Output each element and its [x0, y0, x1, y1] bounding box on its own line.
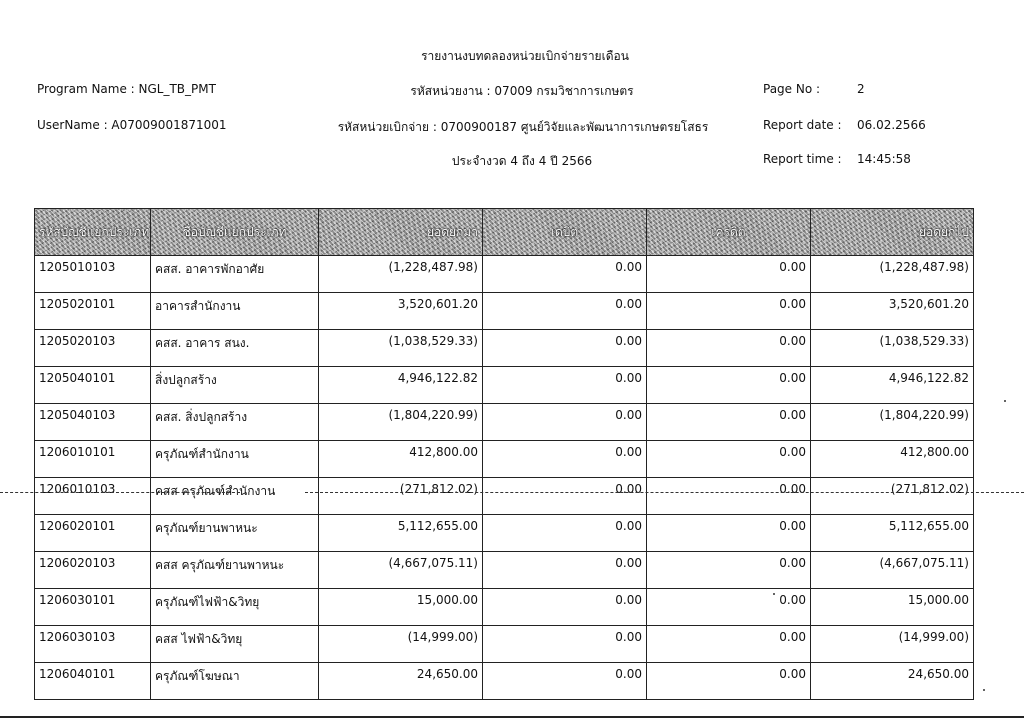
table-row — [35, 626, 974, 663]
cell-debit: 0.00 — [483, 552, 647, 589]
col-header-account-code: รหัสบัญชีแยกประเภท — [35, 209, 151, 256]
cell-debit: 0.00 — [483, 626, 647, 663]
cell-brought-forward: 412,800.00 — [319, 441, 483, 478]
cell-debit: 0.00 — [483, 404, 647, 441]
cell-account-name: ครุภัณฑ์ไฟฟ้า&วิทยุ — [151, 589, 319, 626]
cell-brought-forward: (1,804,220.99) — [319, 404, 483, 441]
cell-brought-forward: (1,228,487.98) — [319, 256, 483, 293]
col-header-credit: เครดิต — [647, 209, 811, 256]
cell-account-code: 1205010103 — [35, 256, 151, 293]
cell-debit: 0.00 — [483, 441, 647, 478]
table-header-row — [35, 209, 974, 256]
col-header-brought-forward: ยอดยกมา — [319, 209, 483, 256]
cell-brought-forward: 3,520,601.20 — [319, 293, 483, 330]
cell-account-code: 1206040101 — [35, 663, 151, 700]
report-date-value: 06.02.2566 — [857, 118, 926, 132]
page-no-label: Page No : — [763, 82, 821, 96]
cell-carried-forward: (1,804,220.99) — [811, 404, 974, 441]
page-no-value: 2 — [857, 82, 865, 96]
cell-carried-forward: 24,650.00 — [811, 663, 974, 700]
report-time-label: Report time : — [763, 152, 842, 166]
scan-fold-line — [305, 492, 1024, 493]
cell-credit: 0.00 — [647, 515, 811, 552]
cell-carried-forward: (1,228,487.98) — [811, 256, 974, 293]
cell-account-code: 1206030101 — [35, 589, 151, 626]
cell-debit: 0.00 — [483, 663, 647, 700]
cell-brought-forward: 15,000.00 — [319, 589, 483, 626]
table-row — [35, 663, 974, 700]
cell-account-name: อาคารสำนักงาน — [151, 293, 319, 330]
trial-balance-table — [34, 208, 974, 700]
cell-carried-forward: 412,800.00 — [811, 441, 974, 478]
col-header-account-name: ชื่อบัญชีแยกประเภท — [151, 209, 319, 256]
cell-account-code: 1206010103 — [35, 478, 151, 515]
col-header-debit: เดบิต — [483, 209, 647, 256]
scan-fold-line — [0, 492, 240, 493]
scan-speck — [1004, 400, 1006, 402]
cell-carried-forward: (1,038,529.33) — [811, 330, 974, 367]
table-row — [35, 478, 974, 515]
cell-credit: 0.00 — [647, 589, 811, 626]
table-row — [35, 552, 974, 589]
cell-brought-forward: (1,038,529.33) — [319, 330, 483, 367]
cell-credit: 0.00 — [647, 478, 811, 515]
table-row — [35, 256, 974, 293]
cell-carried-forward: 3,520,601.20 — [811, 293, 974, 330]
cell-carried-forward: (14,999.00) — [811, 626, 974, 663]
cell-credit: 0.00 — [647, 441, 811, 478]
cell-account-name: ครุภัณฑ์โฆษณา — [151, 663, 319, 700]
cell-debit: 0.00 — [483, 478, 647, 515]
cell-brought-forward: 5,112,655.00 — [319, 515, 483, 552]
scan-speck — [773, 593, 775, 595]
table-row — [35, 515, 974, 552]
cell-brought-forward: 4,946,122.82 — [319, 367, 483, 404]
report-time-value: 14:45:58 — [857, 152, 911, 166]
cell-account-name: ครุภัณฑ์สำนักงาน — [151, 441, 319, 478]
cell-account-name: คสส ครุภัณฑ์ยานพาหนะ — [151, 552, 319, 589]
cell-brought-forward: (14,999.00) — [319, 626, 483, 663]
cell-debit: 0.00 — [483, 293, 647, 330]
username: UserName : A07009001871001 — [37, 118, 227, 132]
cell-account-code: 1206020103 — [35, 552, 151, 589]
cell-credit: 0.00 — [647, 626, 811, 663]
cell-account-code: 1206030103 — [35, 626, 151, 663]
cell-credit: 0.00 — [647, 404, 811, 441]
cell-credit: 0.00 — [647, 367, 811, 404]
cell-credit: 0.00 — [647, 293, 811, 330]
cell-carried-forward: (4,667,075.11) — [811, 552, 974, 589]
report-date-label: Report date : — [763, 118, 842, 132]
col-header-carried-forward: ยอดยกไป — [811, 209, 974, 256]
cell-account-name: คสส ไฟฟ้า&วิทยุ — [151, 626, 319, 663]
cell-brought-forward: (271,812.02) — [319, 478, 483, 515]
report-title: รายงานงบทดลองหน่วยเบิกจ่ายรายเดือน — [421, 49, 629, 63]
cell-account-name: คสส ครุภัณฑ์สำนักงาน — [151, 478, 319, 515]
cell-account-code: 1205020103 — [35, 330, 151, 367]
table-row — [35, 367, 974, 404]
cell-account-name: คสส. อาคารพักอาศัย — [151, 256, 319, 293]
cell-credit: 0.00 — [647, 330, 811, 367]
cell-debit: 0.00 — [483, 515, 647, 552]
cell-account-name: สิ่งปลูกสร้าง — [151, 367, 319, 404]
cell-account-code: 1205040101 — [35, 367, 151, 404]
cell-account-name: ครุภัณฑ์ยานพาหนะ — [151, 515, 319, 552]
cell-carried-forward: 15,000.00 — [811, 589, 974, 626]
report-period: ประจำงวด 4 ถึง 4 ปี 2566 — [451, 154, 593, 168]
cell-brought-forward: 24,650.00 — [319, 663, 483, 700]
table-row — [35, 293, 974, 330]
cell-credit: 0.00 — [647, 552, 811, 589]
disbursement-unit: รหัสหน่วยเบิกจ่าย : 0700900187 ศูนย์วิจัยและพัฒนาการเกษตรยโสธร — [337, 120, 709, 134]
cell-brought-forward: (4,667,075.11) — [319, 552, 483, 589]
table-row — [35, 404, 974, 441]
department-code: รหัสหน่วยงาน : 07009 กรมวิชาการเกษตร — [410, 84, 634, 98]
cell-debit: 0.00 — [483, 589, 647, 626]
cell-account-code: 1206010101 — [35, 441, 151, 478]
table-row — [35, 589, 974, 626]
cell-account-code: 1206020101 — [35, 515, 151, 552]
cell-credit: 0.00 — [647, 256, 811, 293]
cell-carried-forward: 5,112,655.00 — [811, 515, 974, 552]
cell-account-code: 1205020101 — [35, 293, 151, 330]
cell-account-name: คสส. สิ่งปลูกสร้าง — [151, 404, 319, 441]
table-row — [35, 441, 974, 478]
table-row — [35, 330, 974, 367]
program-name: Program Name : NGL_TB_PMT — [37, 82, 216, 96]
cell-account-code: 1205040103 — [35, 404, 151, 441]
cell-debit: 0.00 — [483, 256, 647, 293]
cell-debit: 0.00 — [483, 330, 647, 367]
cell-credit: 0.00 — [647, 663, 811, 700]
cell-account-name: คสส. อาคาร สนง. — [151, 330, 319, 367]
cell-carried-forward: (271,812.02) — [811, 478, 974, 515]
cell-carried-forward: 4,946,122.82 — [811, 367, 974, 404]
cell-debit: 0.00 — [483, 367, 647, 404]
scan-speck — [983, 689, 985, 691]
